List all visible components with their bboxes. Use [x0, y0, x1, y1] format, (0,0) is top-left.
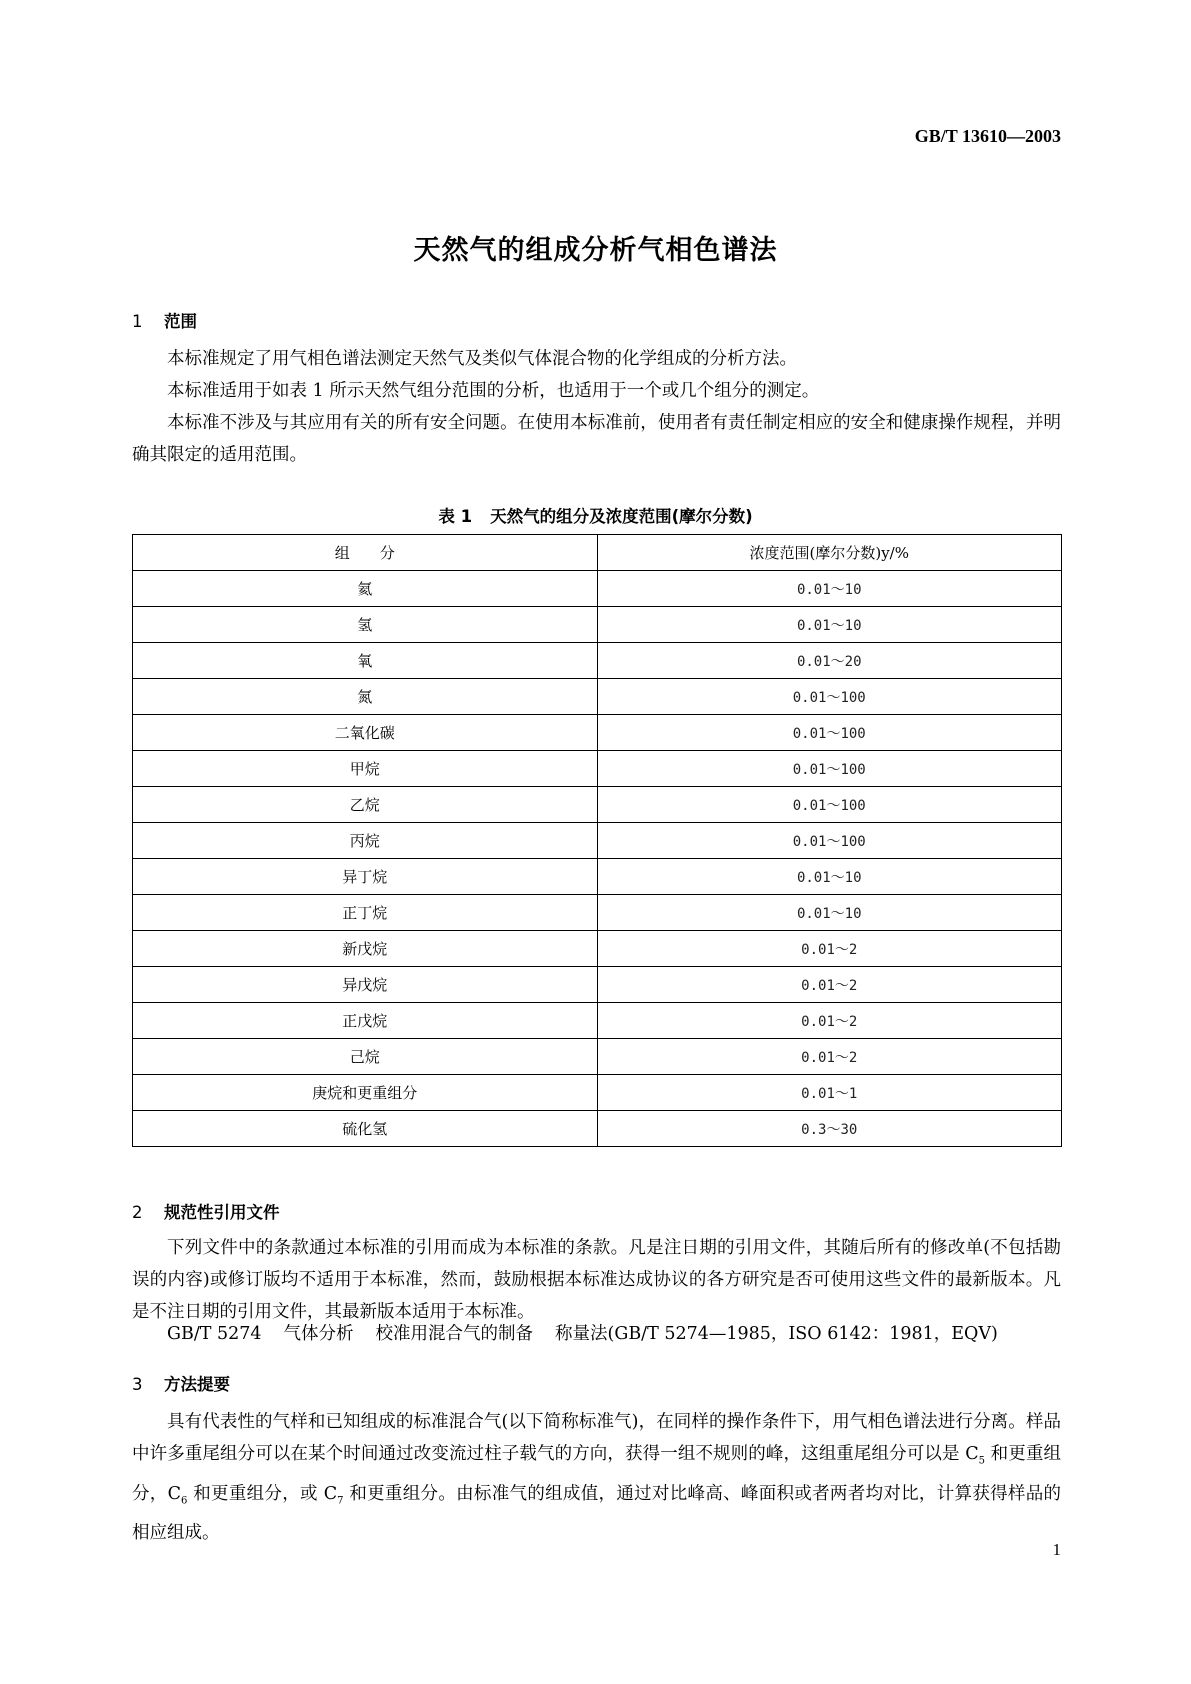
table-row [133, 787, 1062, 823]
section-title: 范围 [164, 312, 197, 331]
range-cell: 0.01～10 [597, 895, 1062, 931]
table-header-row [133, 535, 1062, 571]
component-cell: 氢 [133, 607, 598, 643]
component-cell: 乙烷 [133, 787, 598, 823]
section-1-paragraph-1: 本标准规定了用气相色谱法测定天然气及类似气体混合物的化学组成的分析方法。 [167, 349, 797, 369]
table-row [133, 931, 1062, 967]
subscript: 5 [978, 1455, 986, 1467]
document-title: 天然气的组成分析气相色谱法 [413, 235, 778, 266]
range-cell: 0.01～2 [597, 931, 1062, 967]
range-cell: 0.01～100 [597, 715, 1062, 751]
column-header-component: 组 分 [133, 535, 598, 571]
component-cell: 正丁烷 [133, 895, 598, 931]
table-row [133, 607, 1062, 643]
section-2-heading [132, 1199, 280, 1223]
subscript: 6 [181, 1495, 188, 1506]
reference-code: GB/T 5274 [167, 1324, 262, 1344]
paragraph-text: 和更重组分，或 C [187, 1483, 338, 1504]
range-cell: 0.3～30 [597, 1111, 1062, 1147]
component-cell: 二氧化碳 [133, 715, 598, 751]
range-cell: 0.01～100 [597, 679, 1062, 715]
table-row [133, 751, 1062, 787]
range-cell: 0.01～2 [597, 967, 1062, 1003]
component-cell: 丙烷 [133, 823, 598, 859]
range-cell: 0.01～10 [597, 607, 1062, 643]
table-row [133, 1075, 1062, 1111]
component-cell: 氦 [133, 571, 598, 607]
range-cell: 0.01～100 [597, 823, 1062, 859]
table-caption-text: 天然气的组分及浓度范围(摩尔分数) [490, 507, 753, 526]
table-row [133, 895, 1062, 931]
table-row [133, 859, 1062, 895]
section-title: 方法提要 [164, 1375, 230, 1394]
range-cell: 0.01～10 [597, 571, 1062, 607]
section-2-paragraph-1: 下列文件中的条款通过本标准的引用而成为本标准的条款。凡是注日期的引用文件，其随后所有的修改单(不包括勘误的内容)或修订版均不适用于本标准，然而，鼓励根据本标准达成协议的各方研究是否可使用这些文件的最新版本。凡是不注日期的引用文件，其最新版本适用于本标准。 [132, 1238, 1061, 1322]
range-cell: 0.01～100 [597, 751, 1062, 787]
range-cell: 0.01～1 [597, 1075, 1062, 1111]
table-row [133, 967, 1062, 1003]
paragraph-text: 和更重组分，C [132, 1444, 1062, 1504]
component-cell: 甲烷 [133, 751, 598, 787]
table-row [133, 715, 1062, 751]
table-row [133, 823, 1062, 859]
component-cell: 异戊烷 [133, 967, 598, 1003]
component-cell: 己烷 [133, 1039, 598, 1075]
section-3-paragraph-1 [132, 1406, 1061, 1549]
composition-table [132, 534, 1062, 1147]
paragraph-text: 具有代表性的气样和已知组成的标准混合气(以下简称标准气)，在同样的操作条件下，用气相色谱法进行分离。样品中许多重尾组分可以在某个时间通过改变流过柱子载气的方向，获得一组不规则的峰，这组重尾组分可以是 C [132, 1412, 1061, 1464]
subscript: 7 [337, 1495, 344, 1506]
reference-title-part-3: 称量法(GB/T 5274—1985，ISO 6142：1981，EQV) [555, 1324, 998, 1344]
page-number: 1 [1052, 1540, 1061, 1559]
component-cell: 正戊烷 [133, 1003, 598, 1039]
table-row [133, 643, 1062, 679]
section-1-paragraph-2: 本标准适用于如表 1 所示天然气组分范围的分析，也适用于一个或几个组分的测定。 [167, 381, 820, 401]
reference-title-part-2: 校准用混合气的制备 [375, 1324, 534, 1344]
standard-code: GB/T 13610—2003 [914, 126, 1061, 146]
paragraph-text: 和更重组分。由标准气的组成值，通过对比峰高、峰面积或者两者均对比，计算获得样品的相应组成。 [132, 1483, 1062, 1543]
component-cell: 氮 [133, 679, 598, 715]
range-cell: 0.01～2 [597, 1003, 1062, 1039]
section-title: 规范性引用文件 [164, 1203, 280, 1222]
range-cell: 0.01～100 [597, 787, 1062, 823]
table-row [133, 1111, 1062, 1147]
component-cell: 氧 [133, 643, 598, 679]
normative-reference [132, 1318, 1061, 1350]
section-number: 1 [132, 312, 143, 331]
component-cell: 新戊烷 [133, 931, 598, 967]
column-header-range: 浓度范围(摩尔分数)y/% [597, 535, 1062, 571]
table-caption [0, 503, 1191, 527]
range-cell: 0.01～20 [597, 643, 1062, 679]
table-row [133, 1039, 1062, 1075]
section-1-paragraph-3: 本标准不涉及与其应用有关的所有安全问题。在使用本标准前，使用者有责任制定相应的安全和健康操作规程，并明确其限定的适用范围。 [132, 413, 1061, 465]
section-1-heading [132, 308, 197, 332]
component-cell: 异丁烷 [133, 859, 598, 895]
table-caption-label: 表 1 [438, 507, 473, 526]
component-cell: 硫化氢 [133, 1111, 598, 1147]
component-cell: 庚烷和更重组分 [133, 1075, 598, 1111]
range-cell: 0.01～10 [597, 859, 1062, 895]
table-row [133, 1003, 1062, 1039]
section-number: 3 [132, 1375, 143, 1394]
section-3-heading [132, 1371, 230, 1395]
range-cell: 0.01～2 [597, 1039, 1062, 1075]
reference-title-part-1: 气体分析 [283, 1324, 354, 1344]
table-row [133, 571, 1062, 607]
section-number: 2 [132, 1203, 143, 1222]
table-row [133, 679, 1062, 715]
